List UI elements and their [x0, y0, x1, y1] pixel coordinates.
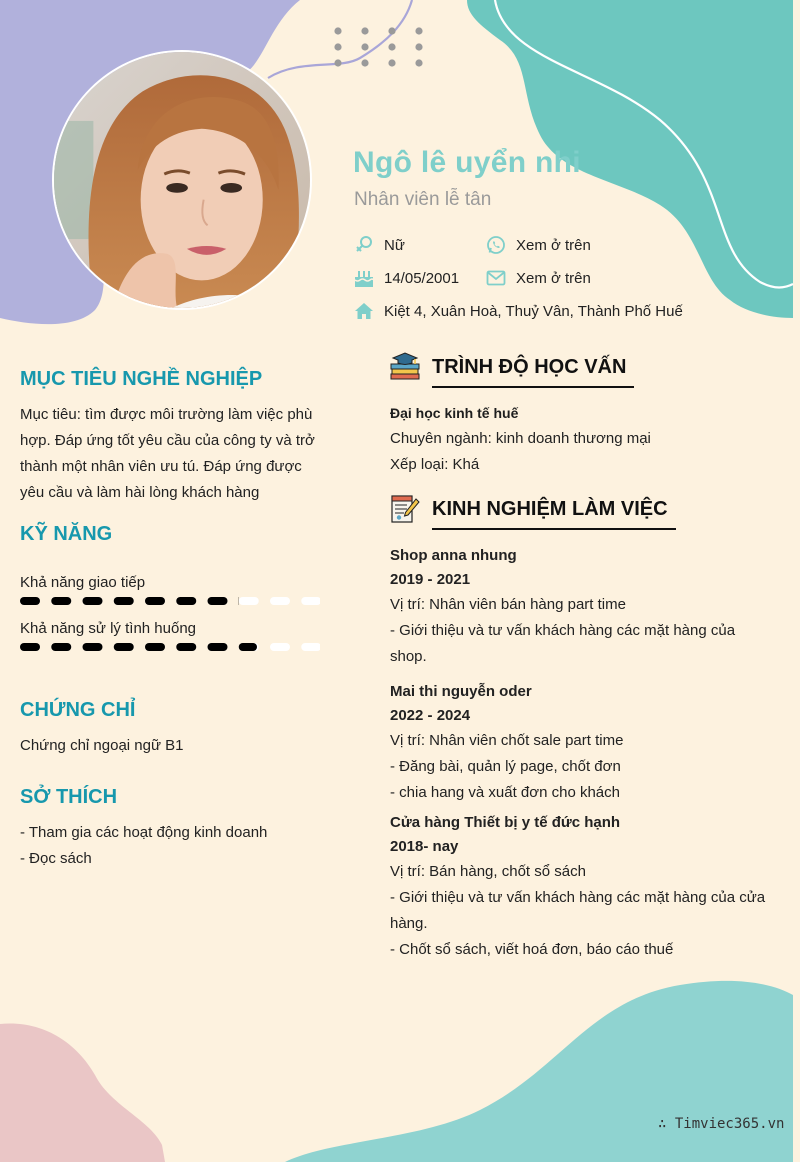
- phone-row: [486, 235, 591, 255]
- skill-bar-graphic: [20, 595, 320, 607]
- graduation-books-icon: [389, 350, 421, 382]
- address-row: [354, 301, 683, 321]
- job-detail-line: - Giới thiệu và tư vấn khách hàng các mặt hàng của cửa: [390, 889, 766, 906]
- skill-segment-empty: [239, 597, 259, 605]
- career-goal-line: Mục tiêu: tìm được môi trường làm việc phù: [20, 406, 313, 423]
- gender-row: [354, 235, 405, 255]
- birthday-text: 14/05/2001: [384, 269, 460, 287]
- skill-bar: [20, 595, 320, 607]
- gender-female-icon: [354, 235, 374, 255]
- therefore-icon: ∴: [658, 1116, 675, 1132]
- job-detail-line: - Chốt sổ sách, viết hoá đơn, báo cáo thuế: [390, 941, 674, 958]
- job-details: [390, 592, 785, 670]
- hobbies-list: [20, 820, 267, 872]
- education-major: Chuyên ngành: kinh doanh thương mại: [390, 430, 651, 447]
- job-detail-line: hàng.: [390, 915, 428, 932]
- job-company: Shop anna nhung: [390, 547, 517, 564]
- career-goal-line: hợp. Đáp ứng tốt yêu cầu của công ty và trở: [20, 432, 315, 449]
- skill-segment-filled: [83, 643, 103, 651]
- job-company: Cửa hàng Thiết bị y tế đức hạnh: [390, 814, 621, 831]
- avatar-photo: [54, 52, 310, 308]
- skill-segment-filled: [83, 597, 103, 605]
- pink-blob: [0, 1023, 165, 1162]
- career-goal-title: MỤC TIÊU NGHỀ NGHIỆP: [20, 368, 263, 390]
- profile-name: Ngô lê uyển nhi: [353, 146, 581, 179]
- job-period: 2022 - 2024: [390, 707, 471, 724]
- experience-title: KINH NGHIỆM LÀM VIỆC: [432, 498, 676, 530]
- watermark-text: Timviec365.vn: [674, 1116, 785, 1132]
- birthday-row: [354, 268, 459, 288]
- purple-wave-line: [268, 0, 412, 78]
- skill-segment-filled: [20, 643, 40, 651]
- skill-bar: [20, 641, 320, 653]
- job-detail-line: shop.: [390, 648, 427, 665]
- certificate-item: Chứng chỉ ngoại ngữ B1: [20, 737, 184, 754]
- skill-segment-filled: [239, 643, 257, 651]
- cake-icon: [354, 268, 374, 288]
- skill-label: Khả năng sử lý tình huống: [20, 620, 197, 637]
- skill-bar-graphic: [20, 641, 320, 653]
- skill-segment-filled: [114, 597, 134, 605]
- skill-segment-empty: [301, 597, 320, 605]
- skill-label: Khả năng giao tiếp: [20, 574, 146, 591]
- profile-job-title: Nhân viên lễ tân: [354, 189, 492, 210]
- email-row: [486, 268, 591, 288]
- phone-icon: [486, 235, 506, 255]
- teal-blob-bottom: [285, 981, 793, 1162]
- skill-segment-filled: [20, 597, 40, 605]
- job-period: 2018- nay: [390, 838, 459, 855]
- job-detail-line: Vị trí: Nhân viên chốt sale part time: [390, 732, 624, 749]
- home-icon: [354, 301, 374, 321]
- email-text: Xem ở trên: [516, 269, 591, 287]
- mail-icon: [486, 268, 506, 288]
- job-detail-line: Vị trí: Bán hàng, chốt sổ sách: [390, 863, 586, 880]
- skill-segment-empty: [270, 597, 290, 605]
- skill-segment-filled: [176, 597, 196, 605]
- gender-text: Nữ: [384, 236, 405, 254]
- education-school: Đại học kinh tế huế: [390, 405, 519, 421]
- hobby-item: - Tham gia các hoạt động kinh doanh: [20, 824, 268, 841]
- avatar: [52, 50, 312, 310]
- career-goal-text: [20, 402, 320, 506]
- hobby-item: - Đọc sách: [20, 850, 92, 867]
- skill-segment-filled: [145, 643, 165, 651]
- skill-segment-empty: [301, 643, 320, 651]
- document-pen-icon: [389, 493, 421, 525]
- job-details: [390, 859, 785, 963]
- job-detail-line: - Đăng bài, quản lý page, chốt đơn: [390, 758, 621, 775]
- job-period: 2019 - 2021: [390, 571, 471, 588]
- job-company: Mai thi nguyễn oder: [390, 683, 532, 700]
- phone-text: Xem ở trên: [516, 236, 591, 254]
- dots-grid: [334, 27, 422, 66]
- career-goal-line: thành một nhân viên ưu tú. Đáp ứng được: [20, 458, 302, 475]
- skill-segment-filled: [51, 643, 71, 651]
- job-details: [390, 728, 785, 806]
- education-title: TRÌNH ĐỘ HỌC VẤN: [432, 356, 634, 388]
- certificates-title: CHỨNG CHỈ: [20, 699, 136, 721]
- job-detail-line: - Giới thiệu và tư vấn khách hàng các mặt hàng của: [390, 622, 736, 639]
- job-detail-line: - chia hang và xuất đơn cho khách: [390, 784, 620, 801]
- skill-segment-filled: [208, 643, 228, 651]
- address-text: Kiệt 4, Xuân Hoà, Thuỷ Vân, Thành Phố Huế: [384, 302, 683, 320]
- skill-segment-filled: [176, 643, 196, 651]
- skill-segment-filled: [145, 597, 165, 605]
- skill-segment-filled: [51, 597, 71, 605]
- skill-segment-filled: [208, 597, 228, 605]
- skill-segment-filled: [114, 643, 134, 651]
- education-grade: Xếp loại: Khá: [390, 456, 480, 473]
- job-detail-line: Vị trí: Nhân viên bán hàng part time: [390, 596, 626, 613]
- skill-segment-empty: [270, 643, 290, 651]
- skills-title: KỸ NĂNG: [20, 523, 113, 545]
- career-goal-line: yêu cầu và làm hài lòng khách hàng: [20, 484, 260, 501]
- hobbies-title: SỞ THÍCH: [20, 786, 118, 808]
- watermark: [658, 1116, 784, 1132]
